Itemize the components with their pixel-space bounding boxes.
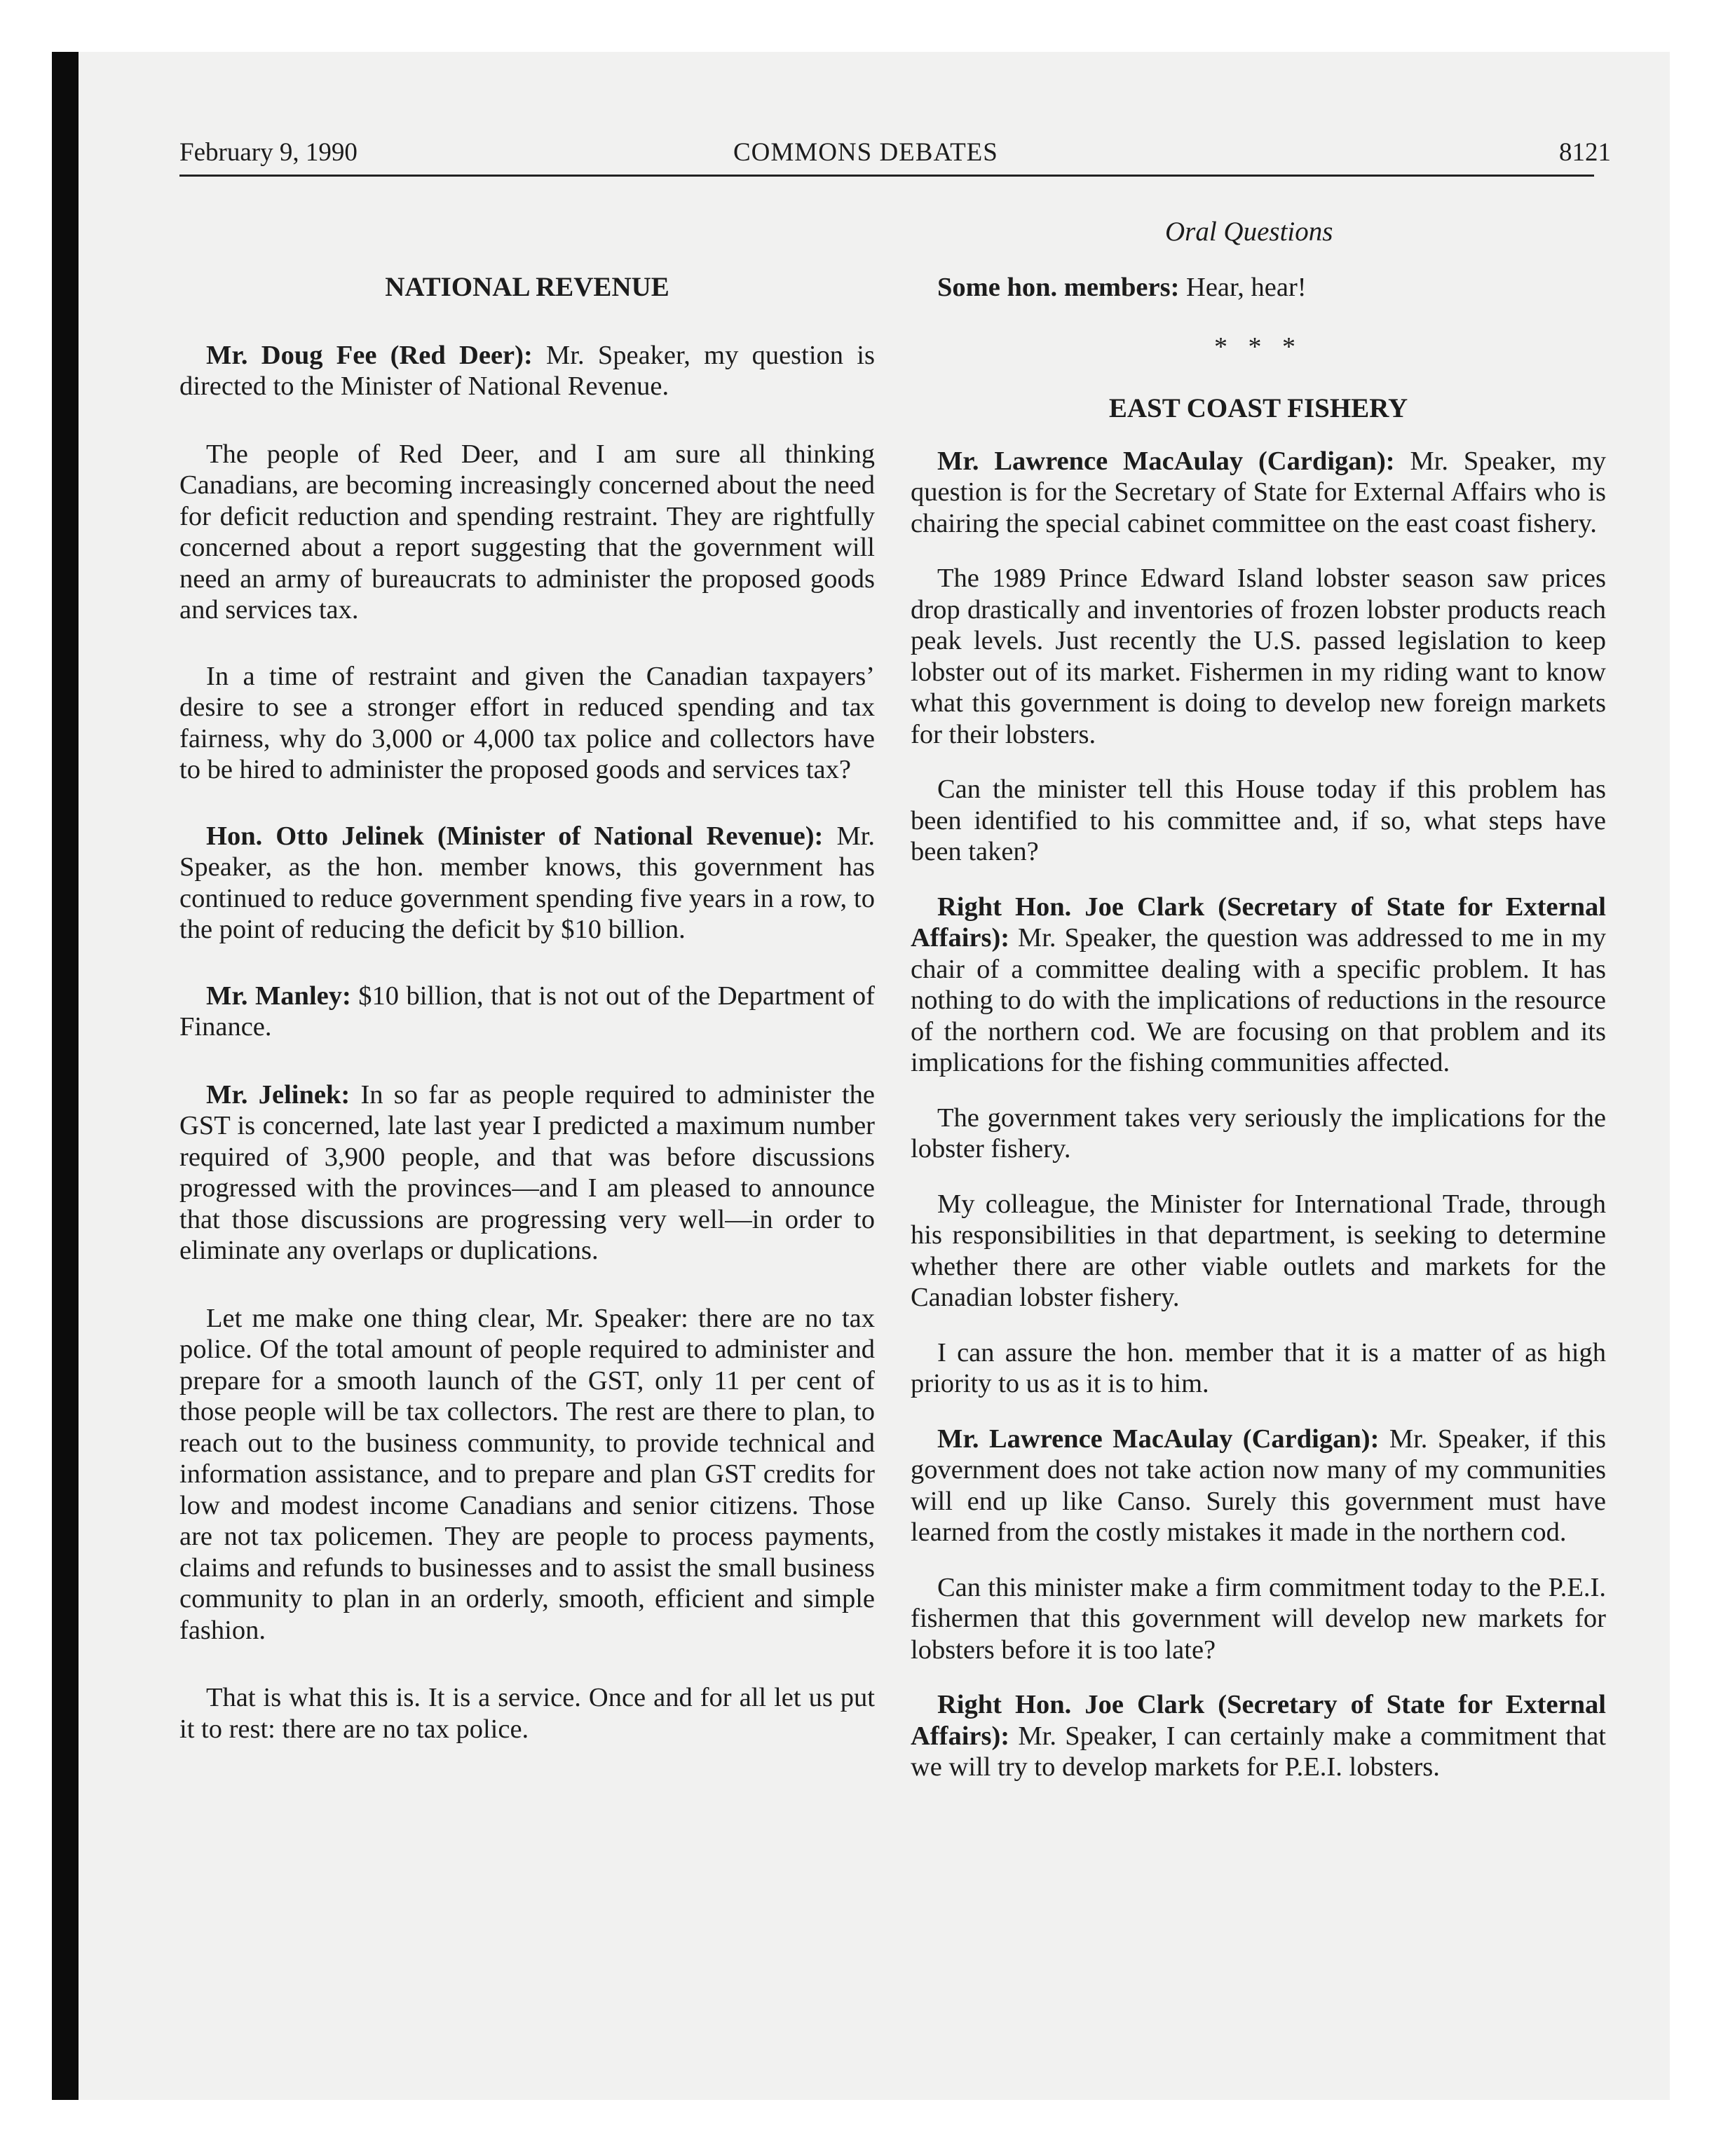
speech-text: Mr. Speaker, if this government does not take action now many of my communities will end up like Canso. Surely this government must have learned from the costly mistakes it made in the northern cod. xyxy=(911,1424,1607,1547)
speaker-name: Hon. Otto Jelinek (Minister of National Revenue): xyxy=(206,821,824,851)
paragraph xyxy=(179,981,875,1043)
speech-text: Mr. Speaker, as the hon. member knows, this government has continued to reduce government spending five years in a row, to the point of reducing the deficit by $10 billion. xyxy=(179,821,875,944)
paragraph xyxy=(911,446,1606,540)
section-label: Oral Questions xyxy=(1165,217,1333,247)
paragraph: Can this minister make a firm commitment today to the P.E.I. fishermen that this government will develop new markets for lobsters before it is too late? xyxy=(911,1572,1606,1665)
paragraph: In a time of restraint and given the Canadian taxpayers’ desire to see a stronger effort in reduced spending and tax fairness, why do 3,000 or 4,000 tax police and collectors have to be hired to administer the proposed goods and services tax? xyxy=(179,661,875,784)
paragraph: Can the minister tell this House today if this problem has been identified to his committee and, if so, what steps have been taken? xyxy=(911,775,1606,866)
speaker-name: Right Hon. Joe Clark (Secretary of State for External Affairs): xyxy=(911,1690,1606,1751)
section-heading-east-coast-fishery: EAST COAST FISHERY xyxy=(1108,393,1408,423)
paragraph: The 1989 Prince Edward Island lobster season saw prices drop drastically and inventories of frozen lobster products reach peak levels. Just recently the U.S. passed legislation to keep lobster out of its market. Fishermen in my riding want to know what this government is doing to develop new foreign markets for their lobsters. xyxy=(911,564,1606,749)
speaker-name: Mr. Doug Fee (Red Deer): xyxy=(206,340,533,370)
speaker-name: Some hon. members: xyxy=(937,273,1180,302)
paragraph xyxy=(179,821,875,946)
left-column xyxy=(179,266,875,1745)
speech-text: Mr. Speaker, my question is directed to the Minister of National Revenue. xyxy=(179,340,875,401)
header-page-number: 8121 xyxy=(1559,138,1611,167)
binding-edge xyxy=(52,52,79,2100)
speech-text: Mr. Speaker, I can certainly make a commitment that we will try to develop markets for P.E.I. lobsters. xyxy=(911,1721,1606,1782)
speaker-name: Mr. Jelinek: xyxy=(206,1079,351,1110)
section-separator: * * * xyxy=(1214,332,1302,362)
speech-text: Hear, hear! xyxy=(1179,273,1307,302)
speech-text: Mr. Speaker, the question was addressed to me in my chair of a committee dealing with a specific problem. It has nothing to do with the implications of reductions in the resource of the northern cod. We are focusing on that problem and its implications for the fishing communities affected. xyxy=(911,923,1606,1077)
paragraph: I can assure the hon. member that it is a matter of as high priority to us as it is to him. xyxy=(911,1337,1606,1398)
header-title: COMMONS DEBATES xyxy=(733,138,998,167)
paragraph xyxy=(179,1079,875,1267)
section-heading-national-revenue: NATIONAL REVENUE xyxy=(385,272,669,302)
header-date: February 9, 1990 xyxy=(179,138,358,167)
speaker-name: Right Hon. Joe Clark (Secretary of State for External Affairs): xyxy=(911,892,1606,953)
paragraph: Let me make one thing clear, Mr. Speaker: there are no tax police. Of the total amount of people required to administer and prepare for a smooth launch of the GST, only 11 per cent of those people will be tax collectors. The rest are there to plan, to reach out to the business community, to provide technical and information assistance, and to prepare and plan GST credits for low and modest income Canadians and senior citizens. Those are not tax policemen. They are people to process payments, claims and refunds to businesses and to assist the small business community to plan in an orderly, smooth, efficient and simple fashion. xyxy=(179,1303,875,1645)
paragraph xyxy=(911,1689,1606,1783)
paragraph: The people of Red Deer, and I am sure all thinking Canadians, are becoming increasingly concerned about the need for deficit reduction and spending restraint. They are rightfully concerned about a report suggesting that the government will need an army of bureaucrats to administer the proposed goods and services tax. xyxy=(179,439,875,625)
paragraph: That is what this is. It is a service. Once and for all let us put it to rest: there are no tax police. xyxy=(179,1683,875,1744)
speech-text: Mr. Speaker, my question is for the Secretary of State for External Affairs who is chairing the special cabinet committee on the east coast fishery. xyxy=(911,446,1606,538)
paragraph xyxy=(911,272,1606,303)
paragraph xyxy=(911,892,1606,1079)
paragraph xyxy=(911,1424,1606,1548)
header-rule xyxy=(179,175,1594,177)
right-column xyxy=(911,266,1606,1783)
speaker-name: Mr. Lawrence MacAulay (Cardigan): xyxy=(937,1424,1380,1454)
paragraph: My colleague, the Minister for International Trade, through his responsibilities in that department, is seeking to determine whether there are other viable outlets and markets for the Canadian lobster fishery. xyxy=(911,1189,1606,1312)
speech-text: $10 billion, that is not out of the Department of Finance. xyxy=(179,981,875,1042)
speech-text: In so far as people required to administer the GST is concerned, late last year I predicted a maximum number required of 3,900 people, and that was before discussions progressed with the provinces—and I am pleased to announce that those discussions are progressing very well—in order to eliminate any overlaps or duplications. xyxy=(179,1079,875,1265)
paragraph xyxy=(179,340,875,402)
speaker-name: Mr. Lawrence MacAulay (Cardigan): xyxy=(937,446,1395,476)
paragraph: The government takes very seriously the implications for the lobster fishery. xyxy=(911,1103,1606,1164)
speaker-name: Mr. Manley: xyxy=(206,981,351,1011)
